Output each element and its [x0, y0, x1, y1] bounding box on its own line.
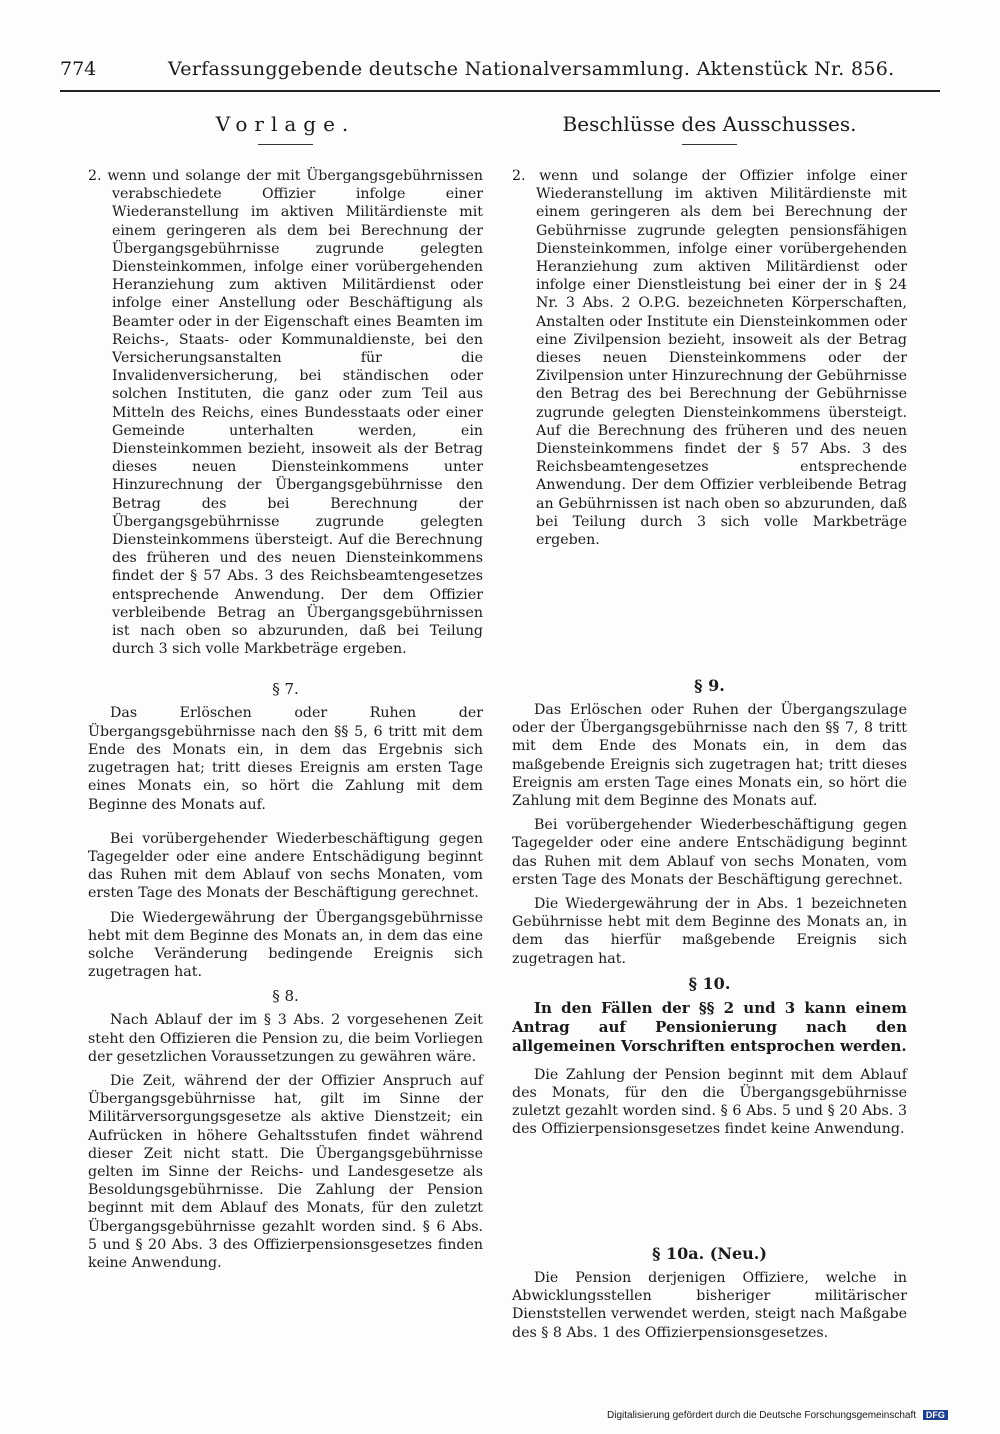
left-column-title: Vorlage. [215, 112, 356, 136]
section-7-paragraph-3: Die Wiedergewährung der Übergangsgebührnisse hebt mit dem Beginne des Monats an, in dem das eine solche Veränderung bedingende Ereignis sich zugetragen hat. [88, 909, 483, 981]
section-8-paragraph-2: Die Zeit, während der der Offizier Anspruch auf Übergangsgebührnisse hat, gilt im Sinne der Militärversorgungsgesetze als aktive Dienstzeit; ein Aufrücken in höhere Gehaltsstufen findet während dieser Zeit nicht statt. Die Übergangsgebührnisse gelten im Sinne der Reichs- und Landesgesetze als Besoldungsgebührnisse. Die Zahlung der Pension beginnt mit dem Ablauf des Monats, für den zuletzt Übergangsgebührnisse gezahlt worden sind. § 6 Abs. 5 und § 20 Abs. 3 des Offizierpensionsgesetzes finden keine Anwendung. [88, 1072, 483, 1271]
page-number: 774 [60, 58, 97, 80]
left-column [88, 112, 483, 1278]
right-column-lower [512, 676, 907, 1145]
section-8-heading: § 8. [272, 987, 299, 1006]
footer-text: Digitalisierung gefördert durch die Deutsche Forschungsgemeinschaft [607, 1410, 917, 1421]
digitization-footer [607, 1410, 948, 1421]
section-9-paragraph-1: Das Erlöschen oder Ruhen der Übergangszulage oder der Übergangsgebührnisse nach den §§ 7, 8 tritt mit dem Ende des Monats ein, in dem das maßgebende Ereignis sich zugetragen hat; tritt dieses Ereignis am ersten Tage eines Monats ein, so hört die Zahlung mit dem Beginne des Monats auf. [512, 702, 907, 810]
header-rule [60, 90, 940, 92]
running-title: Verfassunggebende deutsche Nationalversammlung. Aktenstück Nr. 856. [168, 58, 895, 80]
section-9-paragraph-3: Die Wiedergewährung der in Abs. 1 bezeichneten Gebührnisse hebt mit dem Beginne des Monats an, in dem das hierfür maßgebende Ereignis sich zugetragen hat. [512, 896, 907, 967]
section-10-bold-paragraph: In den Fällen der §§ 2 und 3 kann einem Antrag auf Pensionierung nach den allgemeinen Vorschriften entsprochen werden. [512, 998, 907, 1055]
left-item-2: 2. wenn und solange der mit Übergangsgebührnissen verabschiedete Offizier infolge einer Wiederanstellung im aktiven Militärdienste mit einem geringeren als dem bei Berechnung der Übergangsgebührnisse zugrunde gelegten Diensteinkommen, infolge einer vorübergehenden Heranziehung zum aktiven Militärdienst oder infolge einer Anstellung oder Beschäftigung als Beamter oder in der Eigenschaft eines Beamten im Reichs-, Staats- oder Kommunaldienste, bei den Versicherungsanstalten für die Invalidenversicherung, bei ständischen oder solchen Instituten, die ganz oder zum Teil aus Mitteln des Reichs, eines Bundesstaats oder einer Gemeinde unterhalten werden, ein Diensteinkommen bezieht, insoweit als der Betrag dieses neuen Diensteinkommens unter Hinzurechnung der Übergangsgebührnisse den Betrag des bei Berechnung der Übergangsgebührnisse zugrunde gelegten Diensteinkommens übersteigt. Auf die Berechnung des früheren und des neuen Diensteinkommens findet der § 57 Abs. 3 des Reichsbeamtengesetzes entsprechende Anwendung. Der dem Offizier verbleibende Betrag an Übergangsgebührnissen ist nach oben so abzurunden, daß bei Teilung durch 3 sich volle Markbeträge ergeben. [88, 168, 483, 658]
right-item-2: 2. wenn und solange der Offizier infolge einer Wiederanstellung im aktiven Militärdienste mit einem geringeren als dem bei Berechnung der Gebührnisse zugrunde gelegten pensionsfähigen Diensteinkommen, infolge einer vorübergehenden Heranziehung zum aktiven Militärdienst oder infolge einer Dienstleistung bei einer der in § 24 Nr. 3 Abs. 2 O.P.G. bezeichneten Körperschaften, Anstalten oder Institute ein Diensteinkommen oder eine Zivilpension bezieht, insoweit als der Betrag dieses neuen Diensteinkommens oder der Zivilpension unter Hinzurechnung der Gebührnisse den Betrag des bei Berechnung der Gebührnisse zugrunde gelegten Diensteinkommens übersteigt. Auf die Berechnung des früheren und des neuen Diensteinkommens findet der § 57 Abs. 3 des Reichsbeamtengesetzes entsprechende Anwendung. Der dem Offizier verbleibende Betrag an Gebührnissen ist nach oben so abzurunden, daß bei Teilung durch 3 sich volle Markbeträge ergeben. [512, 168, 907, 549]
dfg-logo: DFG [923, 1410, 948, 1420]
right-column-bottom [512, 1244, 907, 1348]
page-header [60, 58, 940, 88]
section-10-heading: § 10. [688, 973, 731, 993]
section-10a-heading: § 10a. (Neu.) [652, 1244, 767, 1263]
section-10a-paragraph: Die Pension derjenigen Offiziere, welche in Abwicklungsstellen bisheriger militärischer Dienststellen verwendet werden, steigt nach Maßgabe des § 8 Abs. 1 des Offizierpensionsgesetzes. [512, 1270, 907, 1341]
section-7-heading: § 7. [272, 680, 299, 699]
right-column-title: Beschlüsse des Ausschusses. [562, 112, 857, 136]
section-7-paragraph-2: Bei vorübergehender Wiederbeschäftigung gegen Tagegelder oder eine andere Entschädigung beginnt das Ruhen mit dem Ablauf von sechs Monaten, vom ersten Tage des Monats der Beschäftigung gerechnet. [88, 830, 483, 902]
section-10-paragraph: Die Zahlung der Pension beginnt mit dem Ablauf des Monats, für den die Übergangsgebührnisse zuletzt gezahlt worden sind. § 6 Abs. 5 und § 20 Abs. 3 des Offizierpensionsgesetzes findet keine Anwendung. [512, 1066, 907, 1138]
section-8-paragraph-1: Nach Ablauf der im § 3 Abs. 2 vorgesehenen Zeit steht den Offizieren die Pension zu, die beim Vorliegen der gesetzlichen Voraussetzungen zu gewähren wäre. [88, 1012, 483, 1065]
right-column [512, 112, 907, 549]
section-7-paragraph-1: Das Erlöschen oder Ruhen der Übergangsgebührnisse nach den §§ 5, 6 tritt mit dem Ende des Monats ein, in dem das Ergebnis sich zugetragen hat; tritt dieses Ereignis am ersten Tage eines Monats ein, so hört die Zahlung mit dem Beginne des Monats auf. [88, 705, 483, 813]
section-9-paragraph-2: Bei vorübergehender Wiederbeschäftigung gegen Tagegelder oder eine andere Entschädigung beginnt das Ruhen mit dem Ablauf von sechs Monaten, vom ersten Tage des Monats der Beschäftigung gerechnet. [512, 817, 907, 888]
section-9-heading: § 9. [694, 676, 725, 695]
